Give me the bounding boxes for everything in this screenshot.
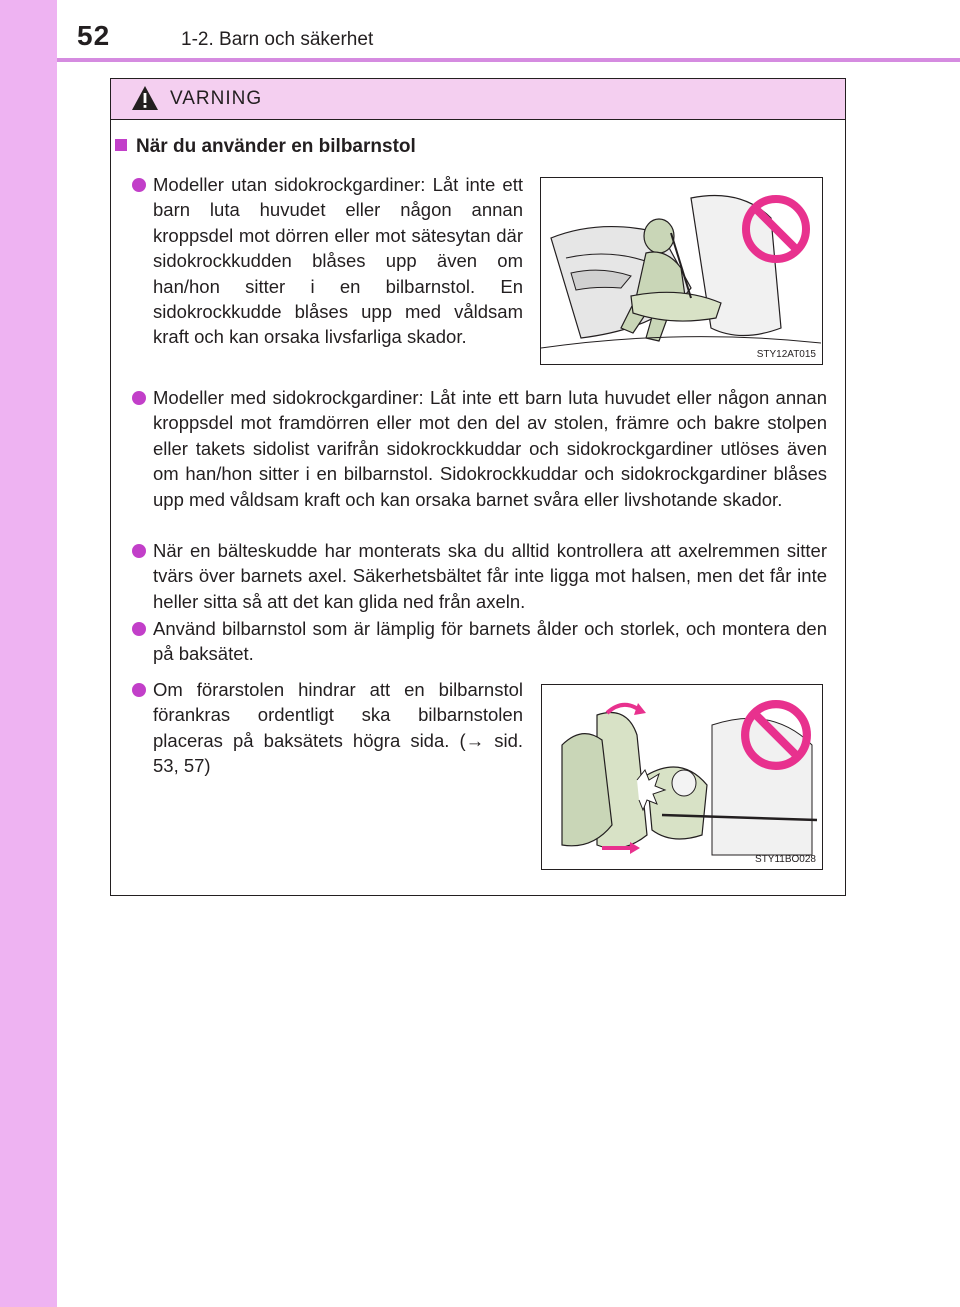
bullet-dot-icon — [132, 391, 146, 405]
section-title: 1-2. Barn och säkerhet — [181, 29, 374, 50]
warning-label: VARNING — [170, 88, 263, 109]
bullet-dot-icon — [132, 683, 146, 697]
warning-box — [110, 78, 846, 896]
warning-bullet: Modeller med sidokrockgardiner: Låt inte ett barn luta huvudet eller någon annan kroppsdel mot framdörren eller mot den del av stolen, främre och bakre stolpen eller takets sidolist varifrån sidokrockkuddar och sidokrockgardiner utlöses även om han/hon sitter i en bilbarnstol. Sidokrockkuddar och sidokrockgardiner blåses upp med våldsam kraft och kan orsaka barnet svåra eller livshotande skador. — [132, 385, 827, 512]
warning-bullet: Modeller utan sidokrockgardiner: Låt inte ett barn luta huvudet eller någon annan kroppsdel mot dörren eller mot sätesytan där sidokrockkudden blåses upp även om han/hon sitter i en bilbarnstol. En sidokrockkudde blåses upp med våldsam kraft och kan orsaka livsfarliga skador. — [132, 172, 523, 350]
warning-bullet: När en bälteskudde har monterats ska du alltid kontrollera att axelremmen sitter tvärs över barnets axel. Säkerhetsbältet får inte ligga mot halsen, men det får inte heller sitta så att det kan glida ned från axeln. — [132, 538, 827, 614]
warning-bullet: Om förarstolen hindrar att en bilbarnstol förankras ordentligt ska bilbarnstolen placeras på baksätets högra sida. (→ sid. 53, 57) — [132, 677, 523, 779]
warning-triangle-icon — [131, 85, 159, 111]
side-tab-band — [0, 0, 57, 1307]
warning-bullet: Använd bilbarnstol som är lämplig för barnets ålder och storlek, och montera den på baksätet. — [132, 616, 827, 667]
bullet-dot-icon — [132, 544, 146, 558]
illustration-child-leaning-door — [540, 177, 823, 365]
page-number: 52 — [77, 20, 111, 51]
warning-header — [111, 79, 845, 120]
header-rule — [57, 58, 960, 62]
illustration-code: STY12AT015 — [756, 349, 816, 360]
bullet-dot-icon — [132, 622, 146, 636]
bullet-dot-icon — [132, 178, 146, 192]
illustration-code: STY11BO028 — [755, 854, 816, 865]
illustration-driver-seat-child-seat — [541, 684, 823, 870]
warning-subheading: När du använder en bilbarnstol — [115, 136, 416, 158]
prohibition-icon — [740, 699, 812, 771]
square-bullet-icon — [115, 139, 127, 151]
prohibition-icon — [741, 194, 811, 264]
